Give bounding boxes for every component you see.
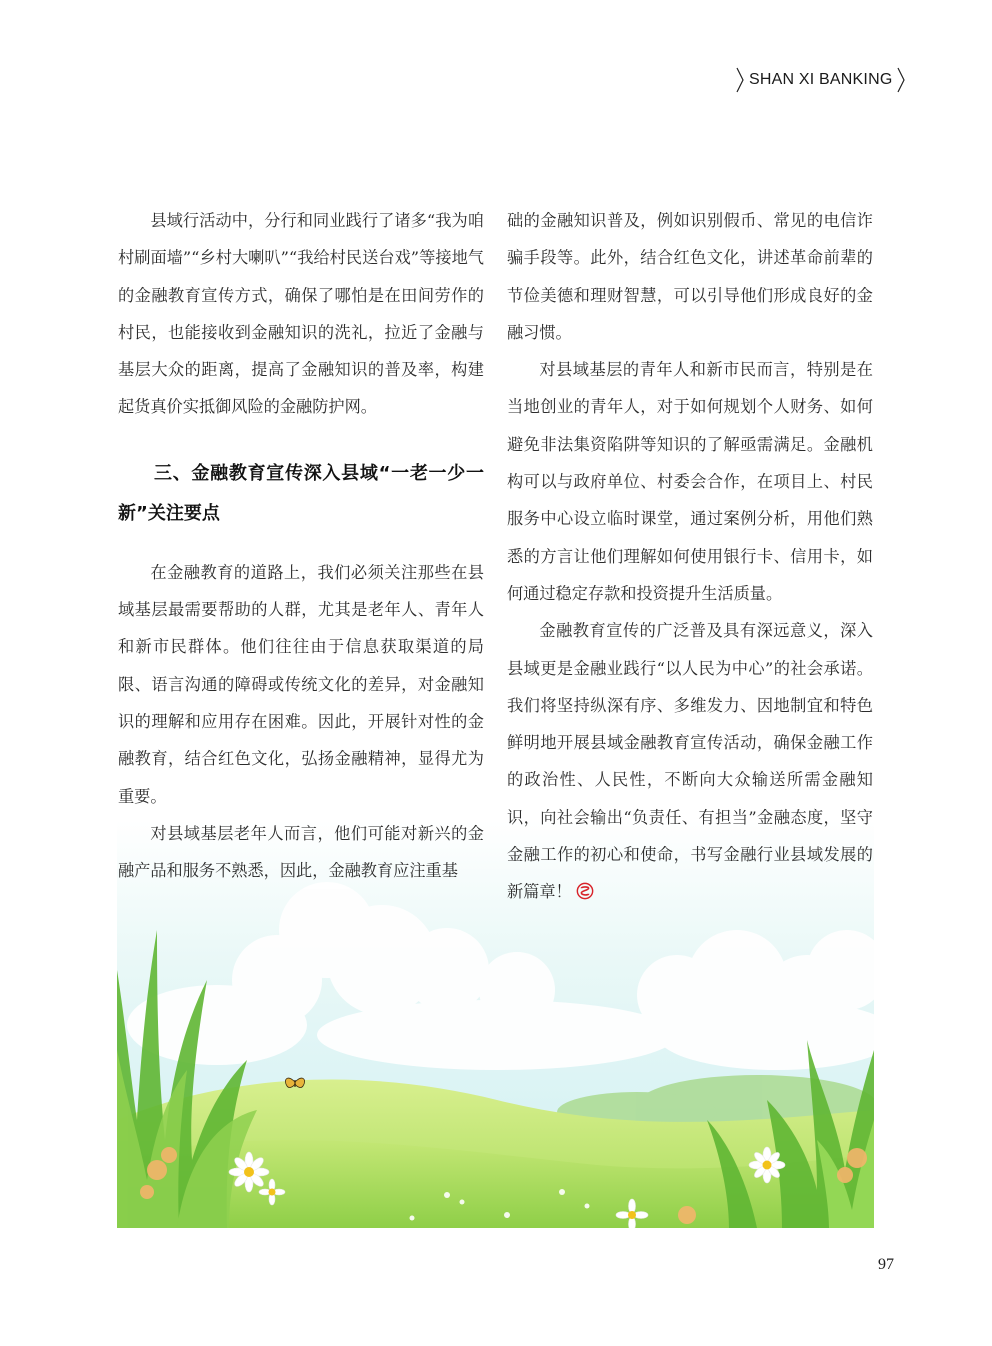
right-paragraph-3 xyxy=(507,612,873,910)
section-header-tag xyxy=(735,66,906,94)
right-paragraph-2: 对县域基层的青年人和新市民而言，特别是在当地创业的青年人，对于如何规划个人财务、如何避免非法集资陷阱等知识的了解亟需满足。金融机构可以与政府单位、村委会合作，在项目上、村民服务中心设立临时课堂，通过案例分析，用他们熟悉的方言让他们理解如何使用银行卡、信用卡，如何通过稳定存款和投资提升生活质量。 xyxy=(507,360,873,603)
right-paragraph-continuation: 础的金融知识普及，例如识别假币、常见的电信诈骗手段等。此外，结合红色文化，讲述革命前辈的节俭美德和理财智慧，可以引导他们形成良好的金融习惯。 xyxy=(507,211,873,342)
right-chevron-bracket-icon xyxy=(896,66,906,94)
left-chevron-bracket-icon xyxy=(735,66,745,94)
end-seal-icon xyxy=(576,882,594,900)
right-text-column xyxy=(507,202,873,911)
closing-paragraph-text: 金融教育宣传的广泛普及具有深远意义，深入县域更是金融业践行“以人民为中心”的社会承诺。我们将坚持纵深有序、多维发力、因地制宜和特色鲜明地开展县域金融教育宣传活动，确保金融工作的政治性、人民性，不断向大众输送所需金融知识，向社会输出“负责任、有担当”金融态度，坚守金融工作的初心和使命，书写金融行业县域发展的新篇章！ xyxy=(507,621,873,902)
section-heading: 三、金融教育宣传深入县域“一老一少一新”关注要点 xyxy=(118,462,484,524)
left-paragraph-3: 对县域基层老年人而言，他们可能对新兴的金融产品和服务不熟悉，因此，金融教育应注重基 xyxy=(118,823,484,881)
section-label: SHAN XI BANKING xyxy=(749,71,893,88)
left-paragraph-2: 在金融教育的道路上，我们必须关注那些在县域基层最需要帮助的人群，尤其是老年人、青年人和新市民群体。他们往往由于信息获取渠道的局限、语言沟通的障碍或传统文化的差异，对金融知识的理解和应用存在困难。因此，开展针对性的金融教育，结合红色文化，弘扬金融精神，显得尤为重要。 xyxy=(118,562,484,806)
left-paragraph-1: 县域行活动中，分行和同业践行了诸多“我为咱村刷面墙”“乡村大喇叭”“我给村民送台戏”等接地气的金融教育宣传方式，确保了哪怕是在田间劳作的村民，也能接收到金融知识的洗礼，拉近了金融与基层大众的距离，提高了金融知识的普及率，构建起货真价实抵御风险的金融防护网。 xyxy=(118,211,484,417)
left-text-column xyxy=(118,202,484,889)
page-number: 97 xyxy=(878,1256,894,1273)
